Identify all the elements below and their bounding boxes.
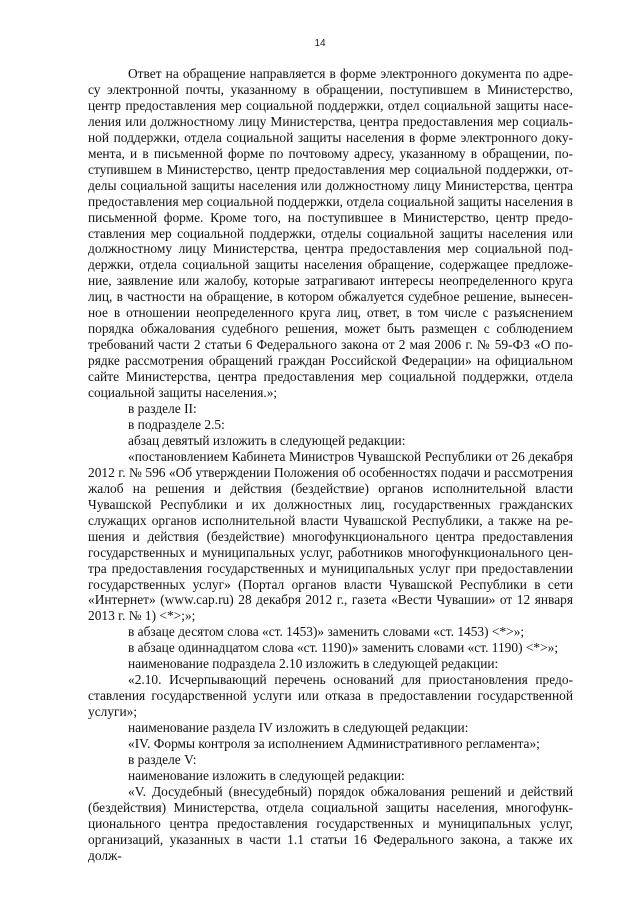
- paragraph-subsection-2-5: в подразделе 2.5:: [128, 416, 225, 432]
- paragraph-section-v: в разделе V:: [128, 751, 197, 767]
- paragraph-section-ii: в разделе II:: [128, 401, 197, 417]
- paragraph-subsection-2-10-text: «2.10. Исчерпывающий перечень оснований для приостановления предоставления государственной услуги или отказа в предоставлении государственной услуги»;: [88, 672, 573, 720]
- body-text: [88, 66, 573, 864]
- paragraph-eleventh-abzac: в абзаце одиннадцатом слова «ст. 1190)» заменить словами «ст. 1190) <*>»;: [128, 640, 559, 656]
- paragraph-subsection-2-10-title: наименование подраздела 2.10 изложить в следующей редакции:: [128, 656, 499, 672]
- paragraph-section-iv-title: наименование раздела IV изложить в следующей редакции:: [128, 720, 469, 736]
- paragraph-section-iv-text: «IV. Формы контроля за исполнением Административного регламента»;: [128, 736, 540, 752]
- paragraph-response-rules: Ответ на обращение направляется в форме электронного документа по адресу электронной почты, указанному в обращении, поступившем в Министерство, центр предоставления мер социальной поддержки, отдел социальной защиты населения или должностному лицу Министерства, центра предоставления мер социальной поддержки, отдела социальной защиты населения в форме электронного документа, и в письменной форме по почтовому адресу, указанному в обращении, поступившем в Министерство, центр предоставления мер социальной поддержки, отделы социальной защиты населения или должностному лицу Министерства, центра предоставления мер социальной поддержки, отдела социальной защиты населения в письменной форме. Кроме того, на поступившее в Министерство, центр предоставления мер социальной поддержки, отделы социальной защиты населения или должностному лицу Министерства, центра предоставления мер социальной поддержки, отдела социальной защиты населения обращение, содержащее предложение, заявление или жалобу, которые затрагивают интересы неопределенного круга лиц, в частности на обращение, в котором обжалуется судебное решение, вынесенное в отношении неопределенного круга лиц, ответ, в том числе с разъяснением порядка обжалования судебного решения, может быть размещен с соблюдением требований части 2 статьи 6 Федерального закона от 2 мая 2006 г. № 59-ФЗ «О порядке рассмотрения обращений граждан Российской Федерации» на официальном сайте Министерства, центра предоставления мер социальной поддержки, отдела социальной защиты населения.»;: [88, 66, 573, 401]
- paragraph-resolution-596: «постановлением Кабинета Министров Чувашской Республики от 26 декабря 2012 г. № 596 «Об утверждении Положения об особенностях подачи и рассмотрения жалоб на решения и действия (бездействие) органов исполнительной власти Чувашской Республики и их должностных лиц, государственных гражданских служащих органов исполнительной власти Чувашской Республики, а также на решения и действия (бездействие) многофункционального центра предоставления государственных и муниципальных услуг, работников многофункционального центра предоставления государственных и муниципальных услуг при предоставлении государственных услуг» (Портал органов власти Чувашской Республики в сети «Интернет» (www.cap.ru) 28 декабря 2012 г., газета «Вести Чувашии» от 12 января 2013 г. № 1) <*>;»;: [88, 448, 573, 624]
- paragraph-tenth-abzac: в абзаце десятом слова «ст. 1453)» заменить словами «ст. 1453) <*>»;: [128, 624, 525, 640]
- page-number: 14: [314, 38, 326, 49]
- paragraph-ninth-abzac: абзац девятый изложить в следующей редакции:: [128, 432, 406, 448]
- paragraph-section-v-text: «V. Досудебный (внесудебный) порядок обжалования решений и действий (бездействия) Министерства, отдела социальной защиты населения, многофункционального центра предоставления государственных и муниципальных услуг, организаций, указанных в части 1.1 статьи 16 Федерального закона, а также их долж-: [88, 783, 573, 863]
- paragraph-section-v-title: наименование изложить в следующей редакции:: [128, 767, 405, 783]
